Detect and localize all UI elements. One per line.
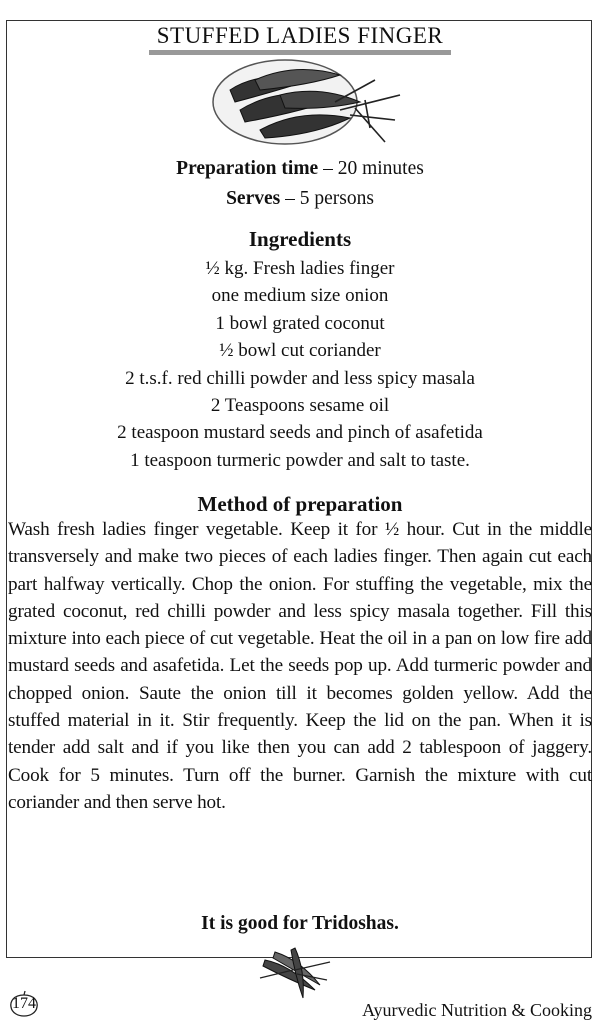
serves-label: Serves xyxy=(226,188,281,209)
ingredient-item: 2 Teaspoons sesame oil xyxy=(210,395,390,417)
ingredient-item: 2 teaspoon mustard seeds and pinch of asafetida xyxy=(117,422,483,444)
ingredient-item: 1 teaspoon turmeric powder and salt to taste. xyxy=(130,449,470,471)
ingredient-item: 2 t.s.f. red chilli powder and less spicy masala xyxy=(125,367,475,389)
recipe-title: STUFFED LADIES FINGER xyxy=(149,22,452,55)
ladies-finger-bowl-illustration xyxy=(200,50,405,150)
prep-value: – 20 minutes xyxy=(323,158,424,179)
serves xyxy=(0,185,600,212)
ingredient-item: ½ kg. Fresh ladies finger xyxy=(205,258,395,279)
book-title: Ayurvedic Nutrition & Cooking xyxy=(362,1000,592,1020)
preparation-time xyxy=(0,155,600,182)
ladies-finger-sprig-illustration xyxy=(255,940,335,1002)
method-heading: Method of preparation xyxy=(197,492,403,516)
ingredients-heading: Ingredients xyxy=(248,227,352,251)
footnote: It is good for Tridoshas. xyxy=(201,913,399,934)
ingredients-list xyxy=(0,255,600,474)
ingredient-item: ½ bowl cut coriander xyxy=(219,340,381,362)
page-number xyxy=(8,990,40,1018)
page-number-text: 174 xyxy=(12,995,36,1012)
ingredient-item: 1 bowl grated coconut xyxy=(215,312,385,334)
ingredient-item: one medium size onion xyxy=(211,285,389,307)
prep-label: Preparation time xyxy=(176,158,319,179)
ingredients-section xyxy=(0,255,600,474)
method-text: Wash fresh ladies finger vegetable. Keep it for ½ hour. Cut in the middle transversely and make two pieces of each ladies finger. Then again cut each part halfway vertically. Chop the onion. For stuffing the vegetable, mix the grated coconut, red chilli powder and less spicy masala together. Fill this mixture into each piece of cut vegetable. Heat the oil in a pan on low fire add mustard seeds and asafetida. Let the seeds pop up. Add turmeric powder and chopped onion. Saute the onion till it becomes golden yellow. Add the stuffed material in it. Stir frequently. Keep the lid on the pan. When it is tender add salt and if you like then you can add 2 tablespoon of jaggery. Cook for 5 minutes. Turn off the burner. Garnish the mixture with cut coriander and then serve hot. xyxy=(8,519,592,813)
serves-value: – 5 persons xyxy=(285,188,374,209)
